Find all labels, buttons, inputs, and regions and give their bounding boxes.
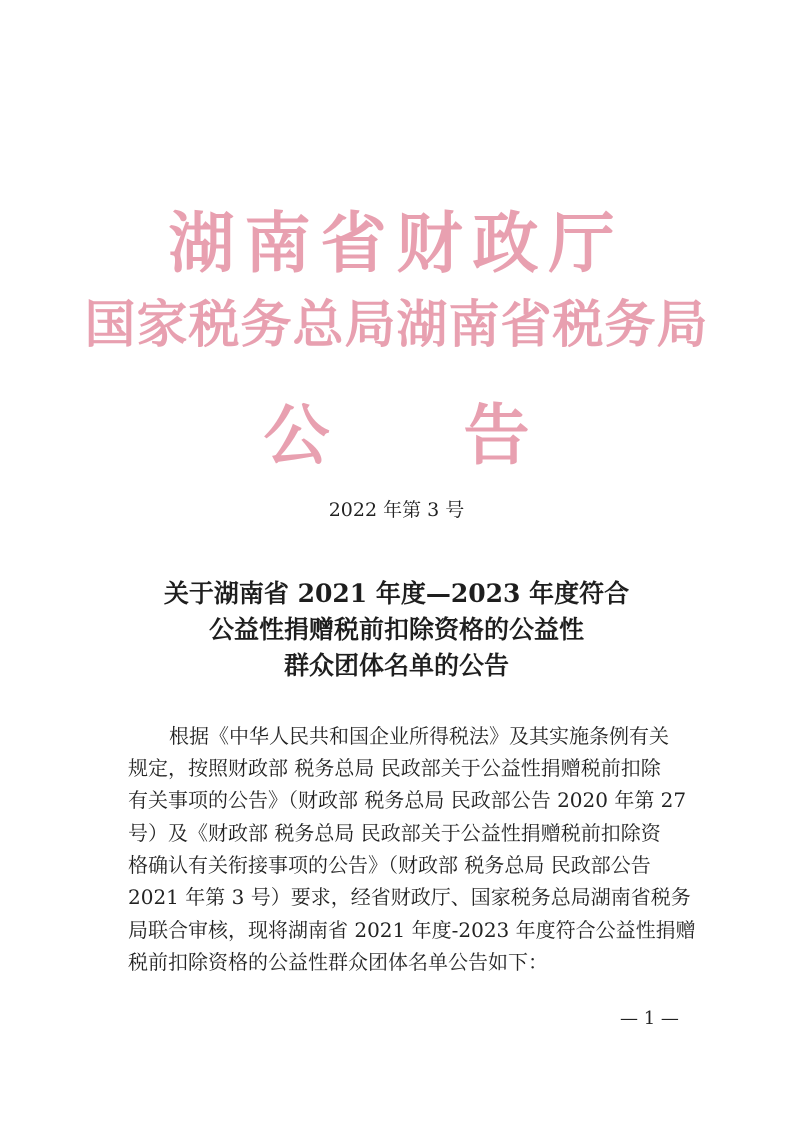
body-line-1: 根据《中华人民共和国企业所得税法》及其实施条例有关 [169, 724, 669, 748]
document-title [0, 576, 793, 684]
issuer-title-tax-bureau: 国家税务总局湖南省税务局 [84, 295, 709, 355]
body-line-7: 局联合审核，现将湖南省 2021 年度-2023 年度符合公益性捐赠 [128, 918, 696, 942]
body-line-4: 号）及《财政部 税务总局 民政部关于公益性捐赠税前扣除资 [128, 821, 661, 845]
issuer-title-finance-department: 湖南省财政厅 [168, 204, 625, 282]
announcement-heading [0, 393, 793, 477]
body-line-5: 格确认有关衔接事项的公告》（财政部 税务总局 民政部公告 [128, 853, 651, 877]
document-title-line-1: 关于湖南省 2021 年度—2023 年度符合 [163, 579, 630, 608]
page-number: — 1 — [620, 1008, 679, 1029]
body-line-2: 规定，按照财政部 税务总局 民政部关于公益性捐赠税前扣除 [128, 756, 661, 780]
announcement-heading-right: 告 [463, 396, 530, 474]
body-line-3: 有关事项的公告》（财政部 税务总局 民政部公告 2020 年第 27 [128, 788, 687, 812]
document-title-line-2: 公益性捐赠税前扣除资格的公益性 [208, 615, 584, 644]
body-line-8: 税前扣除资格的公益性群众团体名单公告如下： [128, 950, 548, 974]
body-line-6: 2021 年第 3 号）要求，经省财政厅、国家税务总局湖南省税务 [128, 885, 691, 909]
announcement-heading-left: 公 [263, 396, 330, 474]
document-title-line-3: 群众团体名单的公告 [283, 651, 509, 680]
document-number: 2022 年第 3 号 [328, 499, 465, 521]
